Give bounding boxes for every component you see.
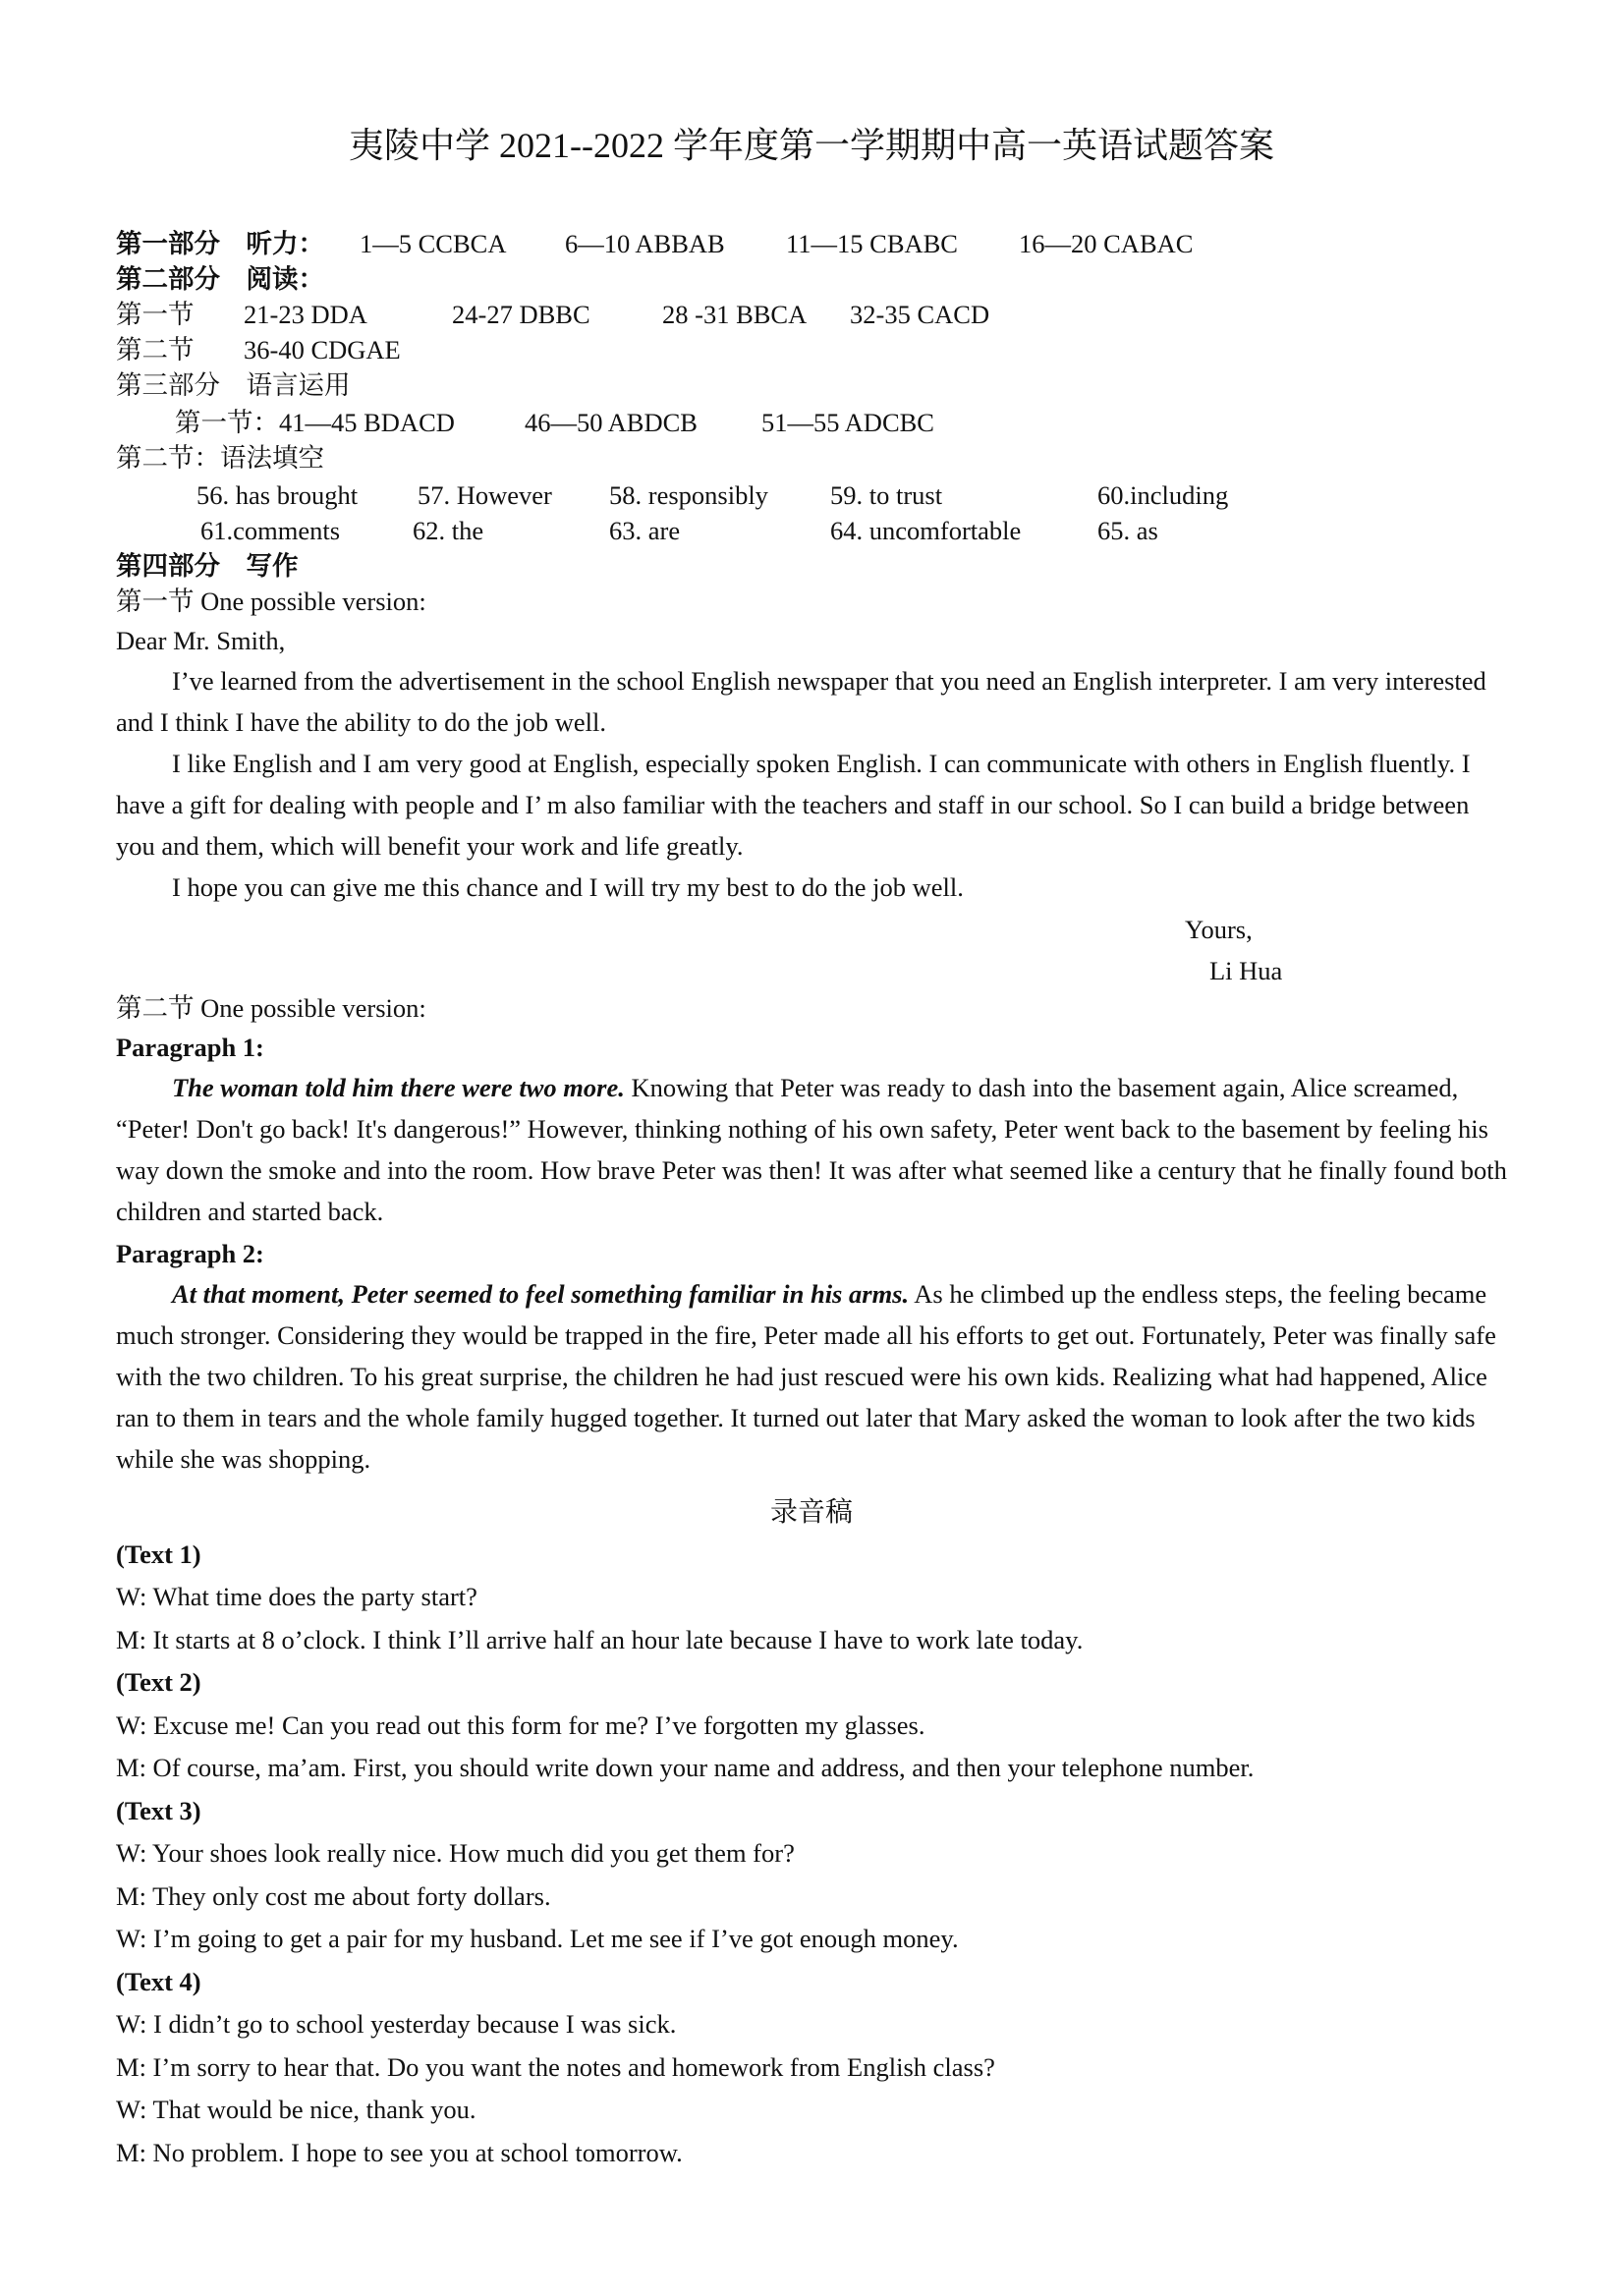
paragraph2-heading: Paragraph 2: bbox=[116, 1239, 264, 1268]
grammar-answer: 64. uncomfortable bbox=[830, 516, 1022, 545]
grammar-answer: 58. responsibly bbox=[609, 480, 768, 510]
letter-paragraph bbox=[116, 660, 1511, 743]
part2-section1-label: 第一节 bbox=[116, 300, 195, 329]
script-title: 录音稿 bbox=[769, 1497, 853, 1528]
part3-section1-answers-2: 46—50 ABDCB bbox=[525, 408, 698, 437]
part2-section1-answers-2: 24-27 DBBC bbox=[452, 300, 590, 329]
part3-label: 第三部分 语言运用 bbox=[116, 370, 351, 400]
story-text-2: As he climbed up the endless steps, the feeling became much stronger. Considering they would be trapped in the fire, Peter made all his efforts to get out. Fortunately, Peter was finally safe with the two children. To his great surprise, the children he had just rescued were his own kids. Realizing what had happened, Alice ran to them in tears and the whole family hugged together. It turned out later that Mary asked the woman to look after the two kids while she was shopping. bbox=[116, 1279, 1496, 1474]
letter-greeting: Dear Mr. Smith, bbox=[116, 626, 286, 655]
given-sentence-2: At that moment, Peter seemed to feel something familiar in his arms. bbox=[172, 1279, 910, 1309]
grammar-answer: 61.comments bbox=[200, 516, 341, 545]
letter-paragraph-text: I’ve learned from the advertisement in the school English newspaper that you need an English interpreter. I am very interested and I think I have the ability to do the job well. bbox=[116, 666, 1486, 737]
letter-paragraph bbox=[116, 743, 1511, 867]
dialogue-line: W: Your shoes look really nice. How much did you get them for? bbox=[116, 1838, 795, 1868]
part1-answers-2: 6—10 ABBAB bbox=[565, 229, 725, 258]
dialogue-line: W: That would be nice, thank you. bbox=[116, 2095, 476, 2124]
dialogue-line: M: I’m sorry to hear that. Do you want the notes and homework from English class? bbox=[116, 2052, 995, 2082]
letter-paragraph-text: I like English and I am very good at English, especially spoken English. I can communicate with others in English fluently. I have a gift for dealing with people and I’ m also familiar with the teachers and staff in our school. So I can build a bridge between you and them, which will benefit your work and life greatly. bbox=[116, 749, 1471, 861]
dialogue-line: M: No problem. I hope to see you at school tomorrow. bbox=[116, 2138, 683, 2167]
grammar-answer: 62. the bbox=[413, 516, 484, 545]
grammar-answer: 59. to trust bbox=[830, 480, 943, 510]
writing2-label: 第二节 One possible version: bbox=[116, 993, 426, 1023]
paragraph1-heading: Paragraph 1: bbox=[116, 1033, 264, 1062]
part3-section1-answers-3: 51—55 ADCBC bbox=[761, 408, 934, 437]
dialogue-line: M: Of course, ma’am. First, you should write down your name and address, and then your telephone number. bbox=[116, 1753, 1255, 1782]
story-paragraph-2 bbox=[116, 1273, 1511, 1480]
dialogue-line: W: I didn’t go to school yesterday because I was sick. bbox=[116, 2009, 677, 2039]
letter-paragraph-text: I hope you can give me this chance and I will try my best to do the job well. bbox=[172, 872, 964, 902]
writing1-label: 第一节 One possible version: bbox=[116, 587, 426, 616]
part4-label: 第四部分 写作 bbox=[116, 551, 299, 581]
part1-answers-1: 1—5 CCBCA bbox=[360, 229, 507, 258]
part2-section1-answers-1: 21-23 DDA bbox=[244, 300, 367, 329]
grammar-answer: 60.including bbox=[1097, 480, 1229, 510]
grammar-answer: 63. are bbox=[609, 516, 681, 545]
text-heading: (Text 1) bbox=[116, 1540, 201, 1569]
dialogue-line: W: I’m going to get a pair for my husband. Let me see if I’ve got enough money. bbox=[116, 1924, 959, 1953]
part2-label: 第二部分 阅读： bbox=[116, 264, 324, 294]
given-sentence-1: The woman told him there were two more. bbox=[172, 1073, 625, 1102]
page-title: 夷陵中学 2021--2022 学年度第一学期期中高一英语试题答案 bbox=[349, 126, 1274, 165]
grammar-answer: 65. as bbox=[1097, 516, 1158, 545]
dialogue-line: M: It starts at 8 o’clock. I think I’ll arrive half an hour late because I have to work late today. bbox=[116, 1625, 1084, 1654]
part1-label: 第一部分 听力： bbox=[116, 229, 324, 258]
grammar-answer: 56. has brought bbox=[196, 480, 359, 510]
text-heading: (Text 4) bbox=[116, 1967, 201, 1996]
part2-section1-answers-4: 32-35 CACD bbox=[850, 300, 990, 329]
part1-answers-3: 11—15 CBABC bbox=[786, 229, 958, 258]
dialogue-line: W: What time does the party start? bbox=[116, 1582, 477, 1611]
grammar-answer: 57. However bbox=[418, 480, 552, 510]
letter-closing: Yours, bbox=[1185, 915, 1253, 944]
letter-paragraph bbox=[116, 867, 1511, 908]
part2-section1-answers-3: 28 -31 BBCA bbox=[662, 300, 808, 329]
text-heading: (Text 2) bbox=[116, 1667, 201, 1697]
story-paragraph-1 bbox=[116, 1067, 1511, 1232]
part1-answers-4: 16—20 CABAC bbox=[1019, 229, 1194, 258]
part2-section2-answers: 36-40 CDGAE bbox=[244, 335, 401, 364]
part3-section1-answers-1: 第一节：41—45 BDACD bbox=[175, 408, 455, 437]
text-heading: (Text 3) bbox=[116, 1796, 201, 1825]
dialogue-line: W: Excuse me! Can you read out this form for me? I’ve forgotten my glasses. bbox=[116, 1710, 925, 1740]
dialogue-line: M: They only cost me about forty dollars. bbox=[116, 1881, 551, 1911]
part3-section2-label: 第二节：语法填空 bbox=[116, 443, 324, 473]
letter-signature: Li Hua bbox=[1209, 956, 1283, 985]
part2-section2-label: 第二节 bbox=[116, 335, 195, 364]
story-text-1: Knowing that Peter was ready to dash into the basement again, Alice screamed, “Peter! Don't go back! It's dangerous!” However, thinking nothing of his own safety, Peter went back to the basement by feeling his way down the smoke and into the room. How brave Peter was then! It was after what seemed like a century that he finally found both children and started back. bbox=[116, 1073, 1507, 1226]
